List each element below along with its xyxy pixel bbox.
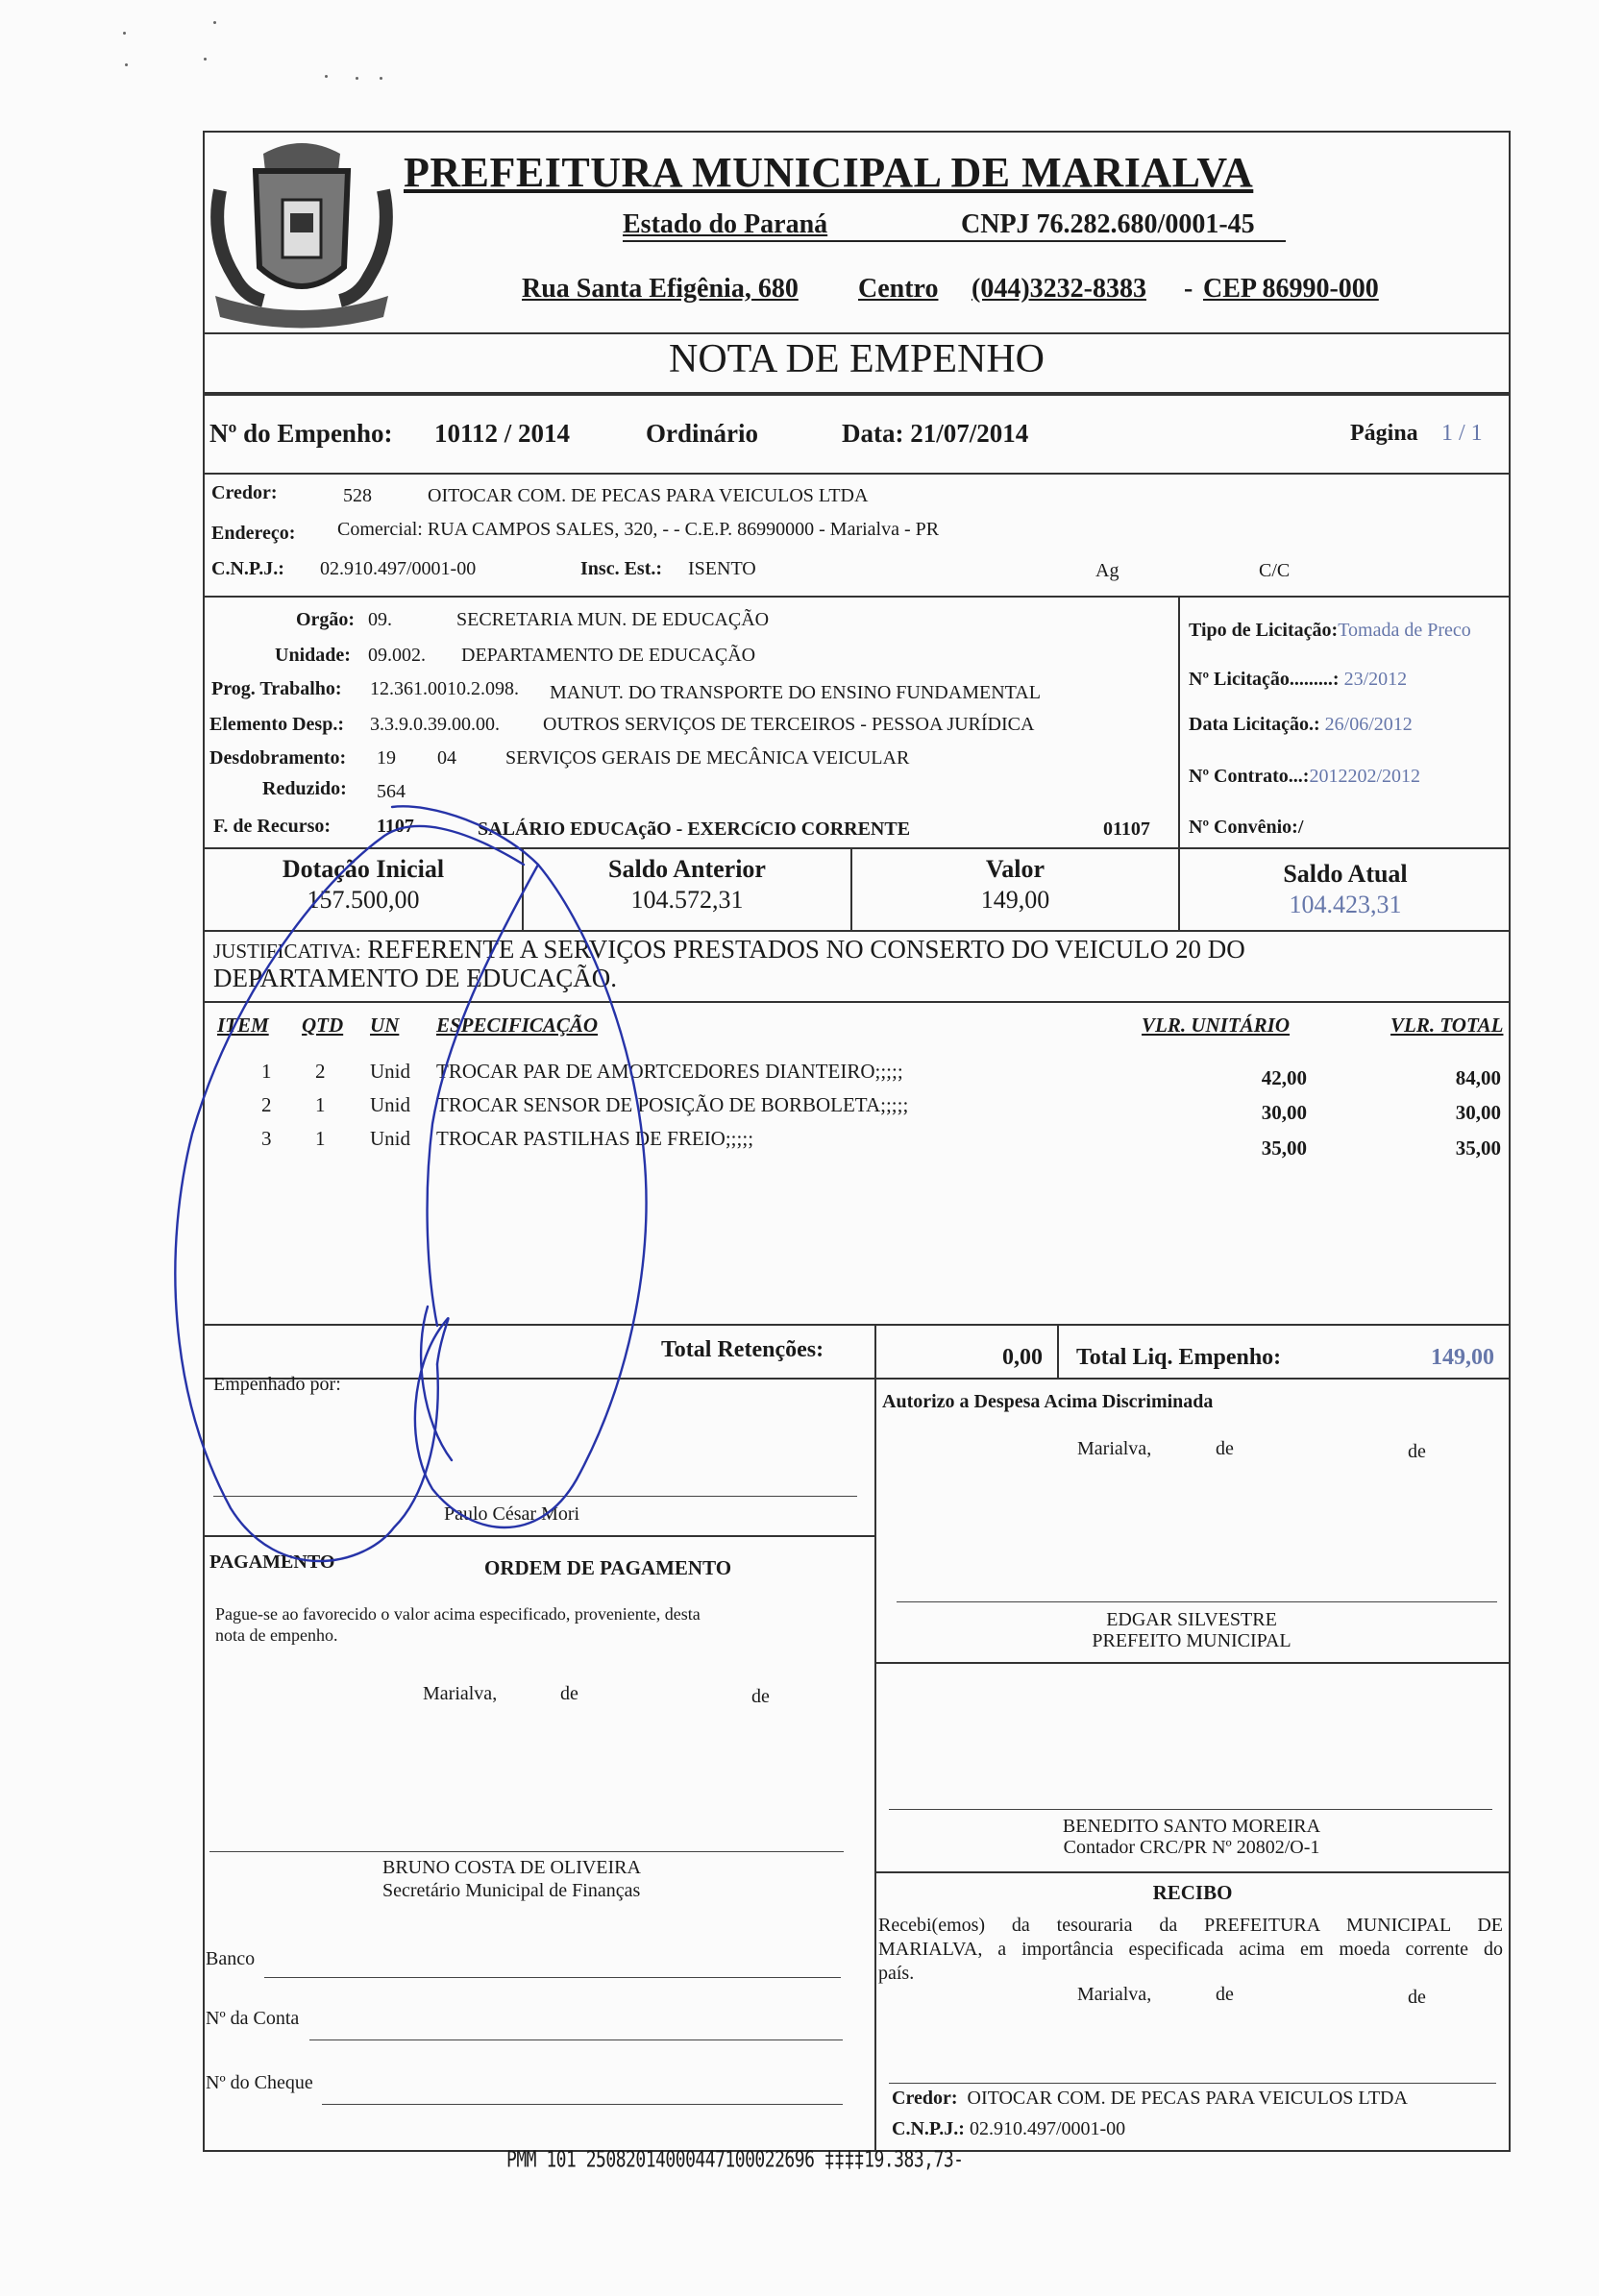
recibo-de-1: de <box>1216 1984 1234 2005</box>
conta-label: Nº da Conta <box>206 2008 300 2029</box>
recurso-code2: 01107 <box>1103 818 1150 840</box>
cc-label: C/C <box>1259 560 1291 581</box>
desdobramento-code1: 19 <box>377 747 396 769</box>
footer-barcode-text: PMM 101 25082014000447100022696 ‡‡‡‡19.383,73- <box>506 2146 964 2174</box>
col-vlr-total: VLR. TOTAL <box>1390 1014 1504 1037</box>
desdobramento-code2: 04 <box>437 747 456 769</box>
recurso-name: SALÁRIO EDUCAçãO - EXERCíCIO CORRENTE <box>478 818 911 840</box>
banco-line[interactable] <box>264 1977 841 1978</box>
licitacao-date: 26/06/2012 <box>1324 714 1413 735</box>
recibo-city: Marialva, <box>1077 1984 1152 2005</box>
cnpj-field-label: C.N.P.J.: <box>211 558 284 579</box>
table-row-1-unit: 42,00 <box>1261 1066 1307 1089</box>
autorizo-de-1: de <box>1216 1438 1234 1459</box>
ordem-pagamento-label: ORDEM DE PAGAMENTO <box>484 1556 732 1579</box>
table-row-3-unit: 35,00 <box>1261 1136 1307 1160</box>
state-label: Estado do Paraná <box>623 209 828 239</box>
total-liq-value: 149,00 <box>1431 1345 1494 1370</box>
scan-speck <box>204 58 207 61</box>
col-un: UN <box>370 1014 400 1037</box>
prog-label: Prog. Trabalho: <box>211 678 342 699</box>
recibo-cnpj-row <box>892 2118 1125 2140</box>
divider <box>203 1001 1511 1003</box>
col-qtd: QTD <box>302 1014 344 1037</box>
district-label: Centro <box>858 274 939 304</box>
elemento-code: 3.3.9.0.39.00.00. <box>370 714 500 735</box>
licitacao-date-label: Data Licitação.: <box>1189 714 1320 735</box>
col-especificacao: ESPECIFICAÇÃO <box>436 1014 599 1037</box>
recibo-line2: MARIALVA, a importância especificada acima em moeda corrente do <box>878 1939 1503 1960</box>
page-value: 1 / 1 <box>1441 421 1483 446</box>
credor-label: Credor: <box>211 482 278 503</box>
divider <box>203 332 1511 334</box>
divider <box>203 392 1511 396</box>
licitacao-date-row <box>1189 714 1413 736</box>
divider <box>203 1535 874 1537</box>
scan-speck <box>356 77 358 80</box>
justificativa-label: JUSTIFICATIVA: <box>213 940 361 963</box>
pagamento-city: Marialva, <box>423 1683 498 1704</box>
unidade-label: Unidade: <box>275 645 351 666</box>
cep-label: CEP 86990-000 <box>1203 274 1379 304</box>
street-label: Rua Santa Efigênia, 680 <box>522 274 799 304</box>
divider <box>203 596 1511 598</box>
scan-speck <box>380 77 382 80</box>
table-row-3-desc: TROCAR PASTILHAS DE FREIO;;;;; <box>436 1127 754 1150</box>
divider <box>203 473 1511 475</box>
table-row-1-item: 1 <box>261 1060 272 1083</box>
table-row-3-total: 35,00 <box>1455 1136 1501 1160</box>
col-item: ITEM <box>217 1014 269 1037</box>
licitacao-type-label: Tipo de Licitação: <box>1189 620 1339 641</box>
address-label: Endereço: <box>211 523 296 544</box>
empenho-number: 10112 / 2014 <box>434 419 571 448</box>
recibo-label: RECIBO <box>1152 1881 1233 1904</box>
recurso-label: F. de Recurso: <box>213 816 332 837</box>
licitacao-type: Tomada de Preco <box>1338 620 1471 641</box>
convenio-label: Nº Convênio:/ <box>1189 817 1304 838</box>
licitacao-number: 23/2012 <box>1343 669 1408 690</box>
contador-role: Contador CRC/PR Nº 20802/O-1 <box>1063 1837 1320 1858</box>
recibo-credor-label: Credor: <box>892 2088 958 2109</box>
divider <box>874 1871 1511 1873</box>
scan-speck <box>125 63 128 66</box>
recibo-cnpj-label: C.N.P.J.: <box>892 2118 965 2139</box>
col-vlr-unitario: VLR. UNITÁRIO <box>1142 1014 1291 1037</box>
saldo-anterior-value: 104.572,31 <box>630 886 744 914</box>
recibo-de-2: de <box>1408 1987 1426 2008</box>
empenhado-por-label: Empenhado por: <box>213 1374 341 1395</box>
elemento-label: Elemento Desp.: <box>209 714 344 735</box>
saldo-anterior-label: Saldo Anterior <box>608 855 766 883</box>
licitacao-number-row <box>1189 669 1407 691</box>
secretario-role: Secretário Municipal de Finanças <box>382 1880 641 1901</box>
credor-code: 528 <box>343 485 372 506</box>
table-row-2-item: 2 <box>261 1093 272 1116</box>
credor-address: Comercial: RUA CAMPOS SALES, 320, - - C.E.P. 86990000 - Marialva - PR <box>337 519 940 540</box>
divider <box>874 1662 1511 1664</box>
recibo-credor-row <box>892 2088 1408 2110</box>
autorizo-city: Marialva, <box>1077 1438 1152 1459</box>
orgao-code: 09. <box>368 609 392 630</box>
justificativa-line2: DEPARTAMENTO DE EDUCAÇÃO. <box>213 964 617 992</box>
unidade-name: DEPARTAMENTO DE EDUCAÇÃO <box>461 645 756 666</box>
reduzido-value: 564 <box>377 781 406 802</box>
empenho-date: Data: 21/07/2014 <box>842 419 1029 448</box>
scan-speck <box>213 21 216 24</box>
divider <box>203 847 1511 849</box>
coat-of-arms-logo <box>206 133 398 334</box>
desdobramento-label: Desdobramento: <box>209 747 347 769</box>
total-liq-label: Total Liq. Empenho: <box>1076 1345 1282 1370</box>
insc-value: ISENTO <box>688 558 756 579</box>
orgao-name: SECRETARIA MUN. DE EDUCAÇÃO <box>456 609 770 630</box>
ag-label: Ag <box>1095 560 1119 581</box>
dash-separator: - <box>1184 274 1193 304</box>
contador-name: BENEDITO SANTO MOREIRA <box>1062 1816 1321 1837</box>
recibo-line3: país. <box>878 1963 915 1984</box>
credor-cnpj: 02.910.497/0001-00 <box>320 558 477 579</box>
signature-line <box>889 1809 1492 1810</box>
cnpj-label: CNPJ 76.282.680/0001-45 <box>961 209 1255 239</box>
divider <box>874 1324 876 1378</box>
pague-line2: nota de empenho. <box>215 1625 338 1645</box>
divider <box>1057 1324 1059 1378</box>
pagamento-de-1: de <box>560 1683 578 1704</box>
contrato-label: Nº Contrato...: <box>1189 766 1310 787</box>
table-row-2-qtd: 1 <box>315 1093 326 1116</box>
prog-name: MANUT. DO TRANSPORTE DO ENSINO FUNDAMENTAL <box>550 682 1041 703</box>
valor-value: 149,00 <box>980 886 1050 914</box>
elemento-name: OUTROS SERVIÇOS DE TERCEIROS - PESSOA JURÍDICA <box>543 714 1035 735</box>
justificativa-line1: REFERENTE A SERVIÇOS PRESTADOS NO CONSERTO DO VEICULO 20 DO <box>367 935 1245 964</box>
divider <box>1178 596 1180 847</box>
cheque-label: Nº do Cheque <box>206 2072 313 2093</box>
page-title: PREFEITURA MUNICIPAL DE MARIALVA <box>404 149 1254 196</box>
table-row-3-item: 3 <box>261 1127 272 1150</box>
scan-speck <box>325 75 328 78</box>
dotacao-value: 157.500,00 <box>307 886 420 914</box>
retencoes-label: Total Retenções: <box>661 1337 824 1362</box>
table-row-1-desc: TROCAR PAR DE AMORTCEDORES DIANTEIRO;;;;; <box>436 1060 903 1083</box>
empenho-number-label: Nº do Empenho: <box>209 419 393 448</box>
recurso-code: 1107 <box>377 816 414 837</box>
recibo-line1: Recebi(emos) da tesouraria da PREFEITURA MUNICIPAL DE <box>878 1915 1503 1936</box>
insc-label: Insc. Est.: <box>580 558 663 579</box>
table-row-2-total: 30,00 <box>1455 1101 1501 1124</box>
prefeito-role: PREFEITO MUNICIPAL <box>1092 1630 1292 1651</box>
table-row-2-un: Unid <box>370 1093 410 1116</box>
prog-code: 12.361.0010.2.098. <box>370 678 519 699</box>
table-row-2-unit: 30,00 <box>1261 1101 1307 1124</box>
divider <box>203 1378 1511 1380</box>
unidade-code: 09.002. <box>368 645 426 666</box>
divider <box>203 1324 1511 1326</box>
phone-label: (044)3232-8383 <box>972 274 1146 304</box>
contrato-row <box>1189 766 1420 788</box>
signature-line <box>209 1851 844 1852</box>
desdobramento-name: SERVIÇOS GERAIS DE MECÂNICA VEICULAR <box>505 747 910 769</box>
pagamento-label: PAGAMENTO <box>209 1551 335 1573</box>
pagamento-de-2: de <box>751 1686 770 1707</box>
saldo-atual-label: Saldo Atual <box>1283 860 1408 888</box>
justificativa-block <box>213 935 1501 965</box>
retencoes-value: 0,00 <box>1002 1345 1043 1370</box>
cheque-line[interactable] <box>322 2104 843 2105</box>
prefeito-name: EDGAR SILVESTRE <box>1106 1609 1277 1630</box>
saldo-atual-value: 104.423,31 <box>1289 891 1402 918</box>
doc-title: NOTA DE EMPENHO <box>669 337 1045 381</box>
page-label: Página <box>1350 421 1418 446</box>
empenho-type: Ordinário <box>646 419 759 448</box>
licitacao-number-label: Nº Licitação.........: <box>1189 669 1340 690</box>
orgao-label: Orgão: <box>296 609 356 630</box>
dotacao-label: Dotação Inicial <box>282 855 445 883</box>
signature-line <box>889 2083 1496 2084</box>
secretario-name: BRUNO COSTA DE OLIVEIRA <box>382 1857 641 1878</box>
licitacao-type-row <box>1189 620 1471 642</box>
autorizo-de-2: de <box>1408 1441 1426 1462</box>
scan-speck <box>123 32 126 35</box>
autorizo-label: Autorizo a Despesa Acima Discriminada <box>882 1391 1214 1412</box>
contrato-value: 2012202/2012 <box>1309 766 1421 787</box>
table-row-1-un: Unid <box>370 1060 410 1083</box>
signature-line <box>897 1601 1497 1602</box>
banco-label: Banco <box>206 1948 256 1969</box>
divider <box>203 930 1511 932</box>
valor-label: Valor <box>985 855 1046 883</box>
recibo-cnpj-value: 02.910.497/0001-00 <box>969 2118 1126 2139</box>
pague-line1: Pague-se ao favorecido o valor acima especificado, proveniente, desta <box>215 1604 701 1624</box>
header-underline <box>623 240 1286 242</box>
reduzido-label: Reduzido: <box>262 778 347 799</box>
table-row-2-desc: TROCAR SENSOR DE POSIÇÃO DE BORBOLETA;;;;; <box>436 1093 909 1116</box>
divider <box>874 1378 876 2152</box>
empenhado-por-name: Paulo César Mori <box>444 1503 580 1525</box>
recibo-credor-name: OITOCAR COM. DE PECAS PARA VEICULOS LTDA <box>967 2088 1408 2109</box>
credor-name: OITOCAR COM. DE PECAS PARA VEICULOS LTDA <box>428 485 869 506</box>
table-row-1-qtd: 2 <box>315 1060 326 1083</box>
table-row-3-un: Unid <box>370 1127 410 1150</box>
table-row-3-qtd: 1 <box>315 1127 326 1150</box>
signature-line <box>213 1496 857 1497</box>
table-row-1-total: 84,00 <box>1455 1066 1501 1089</box>
